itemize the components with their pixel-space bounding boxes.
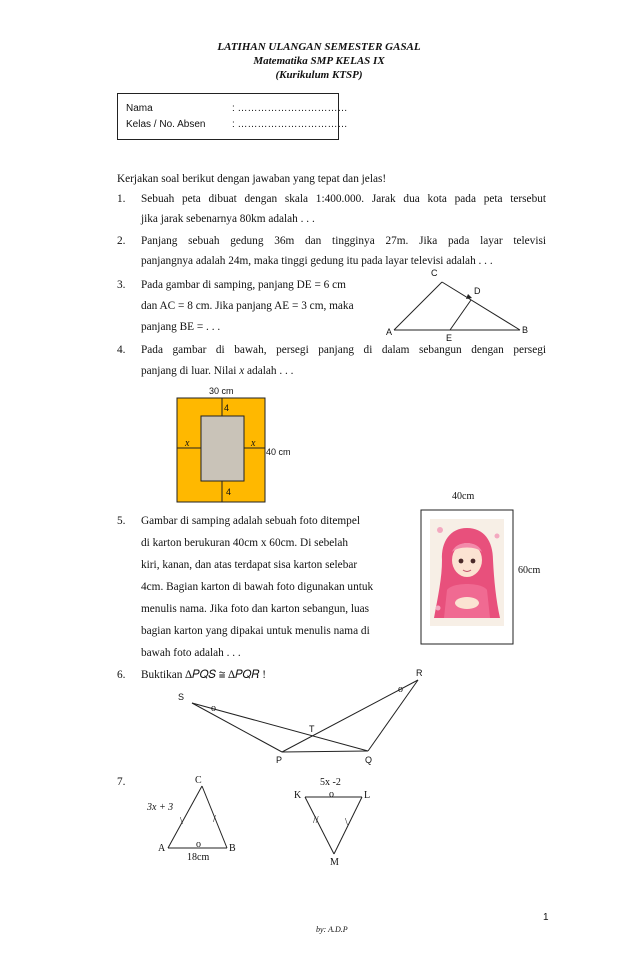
q4-number: 4.: [117, 344, 126, 356]
q4-width-label: 30 cm: [209, 386, 234, 396]
q7-right-tick-1: //: [313, 815, 319, 826]
title-line-3: (Kurikulum KTSP): [275, 69, 363, 81]
q7-label-k: K: [294, 790, 302, 801]
q2-number: 2.: [117, 235, 126, 247]
q4-height-label: 40 cm: [266, 447, 291, 457]
name-label: Nama: [126, 103, 153, 114]
q4-bottom-label: 4: [226, 487, 232, 497]
q4-line-1: Pada gambar di bawah, persegi panjang di dalam sebangun dengan persegi: [141, 344, 546, 356]
q6-angle-mark-s: o: [211, 703, 216, 714]
q6-label-p: P: [276, 755, 283, 765]
q3-line-1: Pada gambar di samping, panjang DE = 6 cm: [141, 279, 346, 291]
q7-top-expression: 5x -2: [320, 777, 341, 788]
q5-width-label: 40cm: [452, 491, 475, 502]
title-line-1: LATIHAN ULANGAN SEMESTER GASAL: [217, 41, 421, 53]
class-field[interactable]: : ……………………………: [232, 119, 348, 130]
q3-label-b: B: [522, 325, 529, 335]
q2-line-2: panjangnya adalah 24m, maka tinggi gedung itu pada layar televisi adalah . . .: [141, 255, 493, 267]
q1-line-1: Sebuah peta dibuat dengan skala 1:400.000. Jarak dua kota pada peta tersebut: [141, 193, 546, 205]
q7-left-tick-2: /: [213, 814, 216, 825]
q5-line-1: Gambar di samping adalah sebuah foto ditempel: [141, 515, 360, 527]
class-label: Kelas / No. Absen: [126, 119, 206, 130]
q5-line-6: bagian karton yang dipakai untuk menulis nama di: [141, 625, 370, 637]
q5-line-7: bawah foto adalah . . .: [141, 647, 241, 659]
q7-label-a: A: [158, 843, 166, 854]
q7-base-length: 18cm: [187, 852, 210, 863]
q5-line-5: menulis nama. Jika foto dan karton sebangun, luas: [141, 603, 370, 615]
q3-line-3: panjang BE = . . .: [141, 321, 221, 333]
q4-left-x-label: x: [185, 438, 190, 449]
name-field[interactable]: : ……………………………: [232, 103, 348, 114]
q7-right-side-km: [305, 797, 334, 854]
q4-variable-x: x: [239, 365, 245, 377]
q7-label-c: C: [195, 775, 202, 786]
q6-label-s: S: [178, 692, 185, 702]
q1-number: 1.: [117, 193, 126, 205]
q2-line-1: Panjang sebuah gedung 36m dan tingginya 27m. Jika pada layar televisi: [141, 235, 546, 247]
q6-label-t: T: [309, 724, 315, 734]
q7-left-tick-1: \: [180, 816, 183, 827]
q3-label-e: E: [446, 333, 453, 343]
q7-label-l: L: [364, 790, 371, 801]
q3-number: 3.: [117, 279, 126, 291]
q4-right-x-label: x: [251, 438, 256, 449]
q7-label-m: M: [330, 857, 339, 868]
page-number: 1: [543, 912, 549, 923]
q6-angle-mark-r: o: [398, 684, 403, 695]
q7-right-tick-2: \: [345, 817, 348, 828]
q4-line-2-post: adalah . . .: [244, 365, 294, 377]
q4-top-label: 4: [224, 403, 230, 413]
q6-number: 6.: [117, 669, 126, 681]
q3-label-c: C: [431, 268, 438, 278]
q7-side-expression: 3x + 3: [147, 802, 174, 813]
q5-line-2: di karton berukuran 40cm x 60cm. Di sebelah: [141, 537, 349, 549]
q5-number: 5.: [117, 515, 126, 527]
title-line-2: Matematika SMP KELAS IX: [253, 55, 385, 67]
q6-label-q: Q: [365, 755, 373, 765]
q6-text: Buktikan ∆𝑃𝑄𝑆 ≅ ∆𝑃𝑄𝑅 !: [141, 669, 266, 681]
q7-label-b: B: [229, 843, 236, 854]
instruction: Kerjakan soal berikut dengan jawaban yang tepat dan jelas!: [117, 173, 387, 185]
q7-right-side-lm: [334, 797, 362, 854]
author-credit: by: A.D.P: [316, 925, 348, 934]
q3-label-a: A: [386, 327, 393, 337]
q7-number: 7.: [117, 776, 126, 788]
q5-line-3: kiri, kanan, dan atas terdapat sisa karton selebar: [141, 559, 358, 571]
q1-line-2: jika jarak sebenarnya 80km adalah . . .: [141, 213, 315, 225]
q4-line-2-pre: panjang di luar. Nilai: [141, 365, 240, 377]
q6-label-r: R: [416, 668, 423, 678]
q5-height-label: 60cm: [518, 565, 541, 576]
q7-right-angle-mark: o: [329, 789, 334, 800]
q3-line-2: dan AC = 8 cm. Jika panjang AE = 3 cm, maka: [141, 300, 354, 312]
q7-left-angle-mark: o: [196, 839, 201, 850]
q5-line-4: 4cm. Bagian karton di bawah foto digunakan untuk: [141, 581, 374, 593]
q3-label-d: D: [474, 286, 481, 296]
